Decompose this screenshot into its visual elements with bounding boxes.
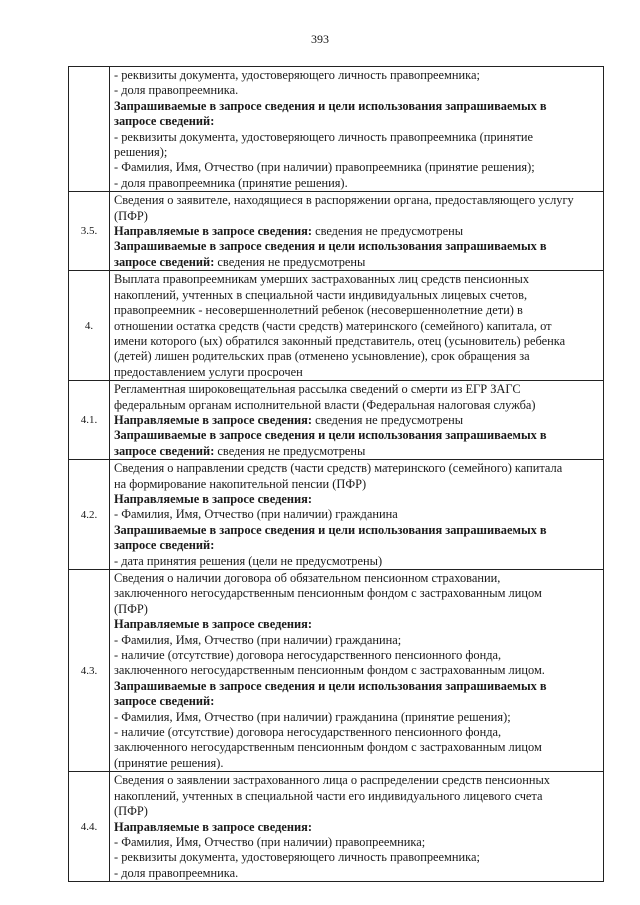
row-number xyxy=(69,67,110,192)
text-line: накоплений, учтенных в специальной части его индивидуального лицевого счета xyxy=(114,788,543,803)
bold-label: Направляемые в запросе сведения: xyxy=(114,412,312,427)
text-line: Запрашиваемые в запросе сведения и цели использования запрашиваемых в xyxy=(114,98,547,113)
text-line: - реквизиты документа, удостоверяющего личность правопреемника; xyxy=(114,850,480,865)
line-text: сведения не предусмотрены xyxy=(214,443,366,458)
text-line xyxy=(114,255,599,270)
text-line: Запрашиваемые в запросе сведения и цели использования запрашиваемых в xyxy=(114,678,547,693)
text-line: - Фамилия, Имя, Отчество (при наличии) гражданина; xyxy=(114,632,402,647)
row-number: 3.5. xyxy=(69,192,110,271)
table-row xyxy=(69,460,604,570)
text-line: (ПФР) xyxy=(114,208,148,223)
table-row xyxy=(69,772,604,882)
text-line xyxy=(114,444,599,459)
table-row xyxy=(69,570,604,772)
text-line: Направляемые в запросе сведения: xyxy=(114,617,312,632)
text-line: заключенного негосударственным пенсионным фондом с застрахованным лицом xyxy=(114,586,542,601)
text-line: Направляемые в запросе сведения: xyxy=(114,491,312,506)
table-row xyxy=(69,192,604,271)
text-line: запросе сведений: xyxy=(114,694,215,709)
text-line: - наличие (отсутствие) договора негосударственного пенсионного фонда, xyxy=(114,725,502,740)
row-number: 4.2. xyxy=(69,460,110,570)
table-row xyxy=(69,67,604,192)
table-row xyxy=(69,271,604,381)
row-number: 4. xyxy=(69,271,110,381)
document-table xyxy=(68,66,604,882)
text-line: (ПФР) xyxy=(114,804,148,819)
bold-label: запросе сведений: xyxy=(114,443,215,458)
line-text: сведения не предусмотрены xyxy=(214,254,366,269)
text-line: отношении остатка средств (части средств) материнского (семейного) капитала, от xyxy=(114,318,552,333)
text-line: Запрашиваемые в запросе сведения и цели использования запрашиваемых в xyxy=(114,522,547,537)
row-content xyxy=(110,67,604,192)
text-line: правопреемник - несовершеннолетний ребенок (несовершеннолетние дети) в xyxy=(114,303,523,318)
text-line: на формирование накопительной пенсии (ПФР) xyxy=(114,476,367,491)
text-line: федеральным органам исполнительной власти (Федеральная налоговая служба) xyxy=(114,397,536,412)
text-line: - доля правопреемника. xyxy=(114,865,239,880)
text-line: Запрашиваемые в запросе сведения и цели использования запрашиваемых в xyxy=(114,428,547,443)
text-line: - Фамилия, Имя, Отчество (при наличии) правопреемника (принятие решения); xyxy=(114,160,535,175)
row-content xyxy=(110,570,604,772)
text-line: Регламентная широковещательная рассылка сведений о смерти из ЕГР ЗАГС xyxy=(114,382,521,397)
line-text: сведения не предусмотрены xyxy=(311,412,464,427)
text-line: заключенного негосударственным пенсионным фондом с застрахованным лицом. xyxy=(114,663,545,678)
bold-label: запросе сведений: xyxy=(114,254,215,269)
row-content xyxy=(110,192,604,271)
text-line: решения); xyxy=(114,145,168,160)
text-line: имени которого (ых) обратился законный представитель, отец (усыновитель) ребенка xyxy=(114,333,566,348)
text-line: Направляемые в запросе сведения: xyxy=(114,819,312,834)
text-line: заключенного негосударственным пенсионным фондом с застрахованным лицом xyxy=(114,740,542,755)
text-line: - наличие (отсутствие) договора негосударственного пенсионного фонда, xyxy=(114,648,502,663)
row-content xyxy=(110,381,604,460)
text-line: - реквизиты документа, удостоверяющего личность правопреемника (принятие xyxy=(114,129,534,144)
table-row xyxy=(69,381,604,460)
row-content xyxy=(110,460,604,570)
text-line: накоплений, учтенных в специальной части индивидуальных лицевых счетов, xyxy=(114,287,528,302)
text-line: предоставлением услуги просрочен xyxy=(114,364,303,379)
text-line: Сведения о наличии договора об обязательном пенсионном страховании, xyxy=(114,571,501,585)
text-line: Сведения о заявлении застрахованного лица о распределении средств пенсионных xyxy=(114,773,551,788)
text-line xyxy=(114,413,599,428)
text-line: запросе сведений: xyxy=(114,538,215,553)
text-line: - Фамилия, Имя, Отчество (при наличии) правопреемника; xyxy=(114,834,426,849)
row-number: 4.3. xyxy=(69,570,110,772)
text-line: - Фамилия, Имя, Отчество (при наличии) гражданина (принятие решения); xyxy=(114,709,511,724)
row-content xyxy=(110,772,604,882)
text-line: - Фамилия, Имя, Отчество (при наличии) гражданина xyxy=(114,507,398,522)
text-line: - реквизиты документа, удостоверяющего личность правопреемника; xyxy=(114,68,480,82)
row-number: 4.4. xyxy=(69,772,110,882)
text-line: Сведения о заявителе, находящиеся в распоряжении органа, предоставляющего услугу xyxy=(114,193,574,208)
text-line: - доля правопреемника (принятие решения). xyxy=(114,175,348,190)
text-line: Запрашиваемые в запросе сведения и цели использования запрашиваемых в xyxy=(114,239,547,254)
page-number: 393 xyxy=(311,32,329,46)
text-line: (ПФР) xyxy=(114,601,148,616)
text-line: - дата принятия решения (цели не предусмотрены) xyxy=(114,553,383,568)
text-line: (принятие решения). xyxy=(114,755,224,770)
line-text: сведения не предусмотрены xyxy=(311,224,464,239)
text-line xyxy=(114,224,599,239)
bold-label: Направляемые в запросе сведения: xyxy=(114,224,312,239)
text-line: Выплата правопреемникам умерших застрахованных лиц средств пенсионных xyxy=(114,272,530,287)
row-number: 4.1. xyxy=(69,381,110,460)
text-line: запросе сведений: xyxy=(114,114,215,129)
text-line: Сведения о направлении средств (части средств) материнского (семейного) капитала xyxy=(114,461,563,476)
row-content xyxy=(110,271,604,381)
text-line: (детей) лишен родительских прав (отменено усыновление), срок обращения за xyxy=(114,349,530,364)
text-line: - доля правопреемника. xyxy=(114,83,239,98)
